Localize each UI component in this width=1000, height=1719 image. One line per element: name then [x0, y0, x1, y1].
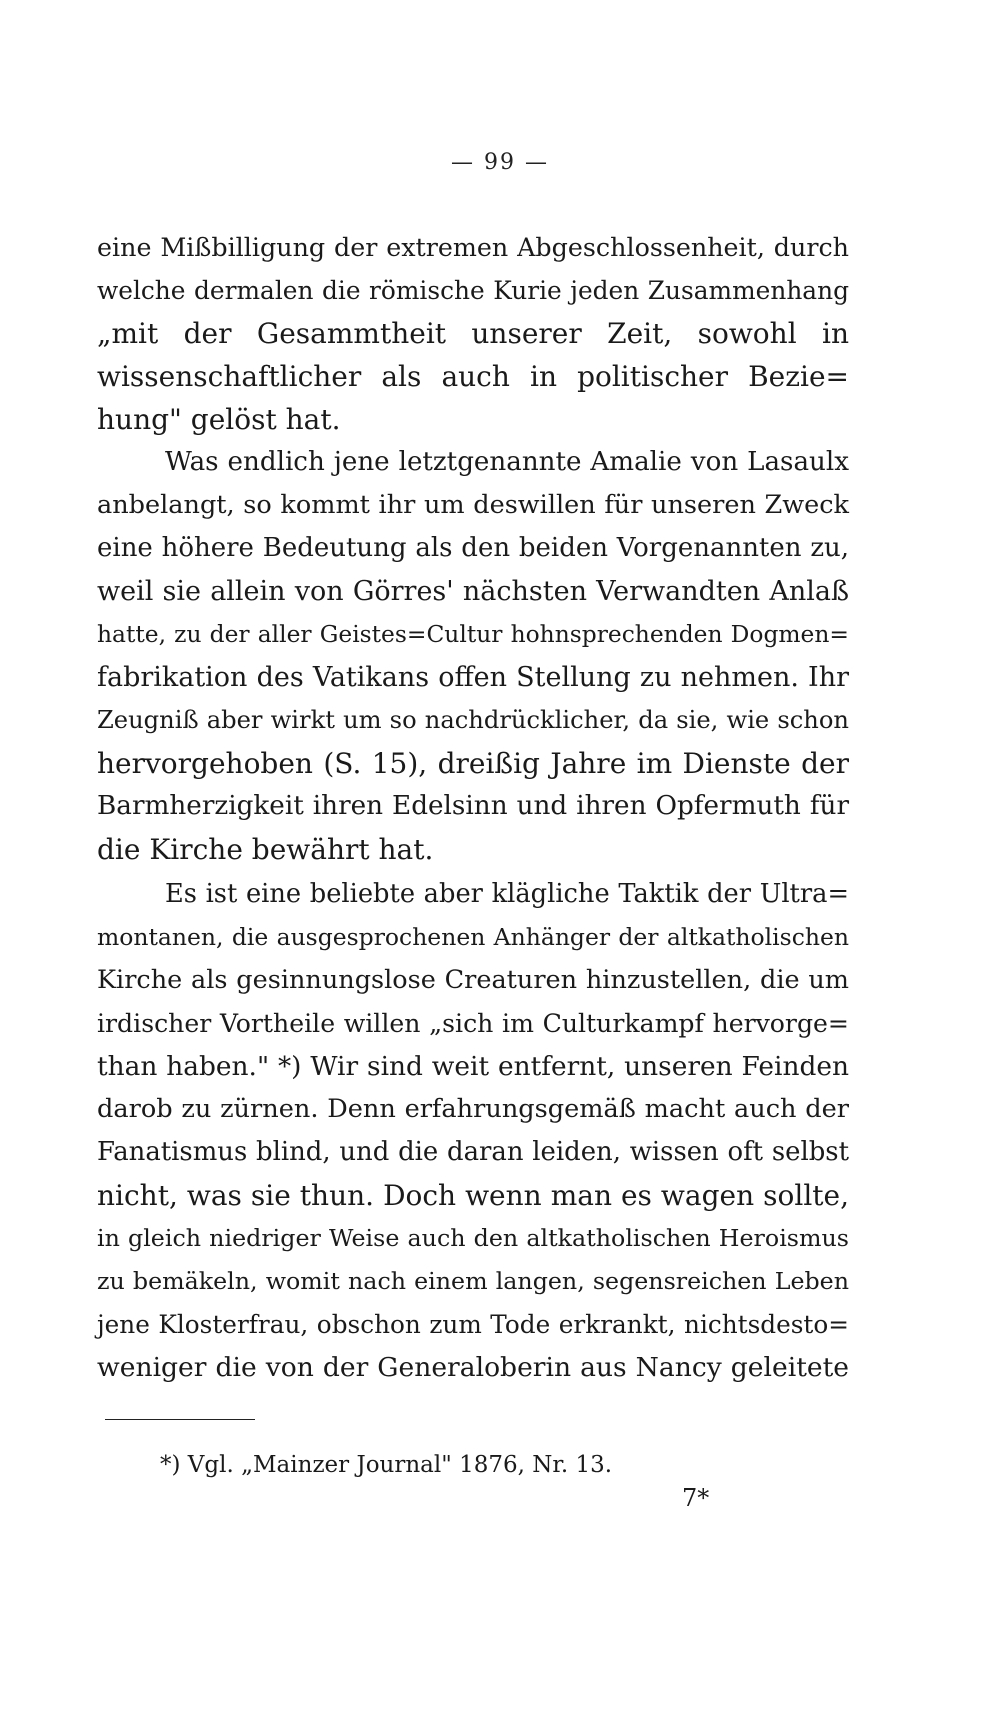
text-line: hervorgehoben (S. 15), dreißig Jahre im Dienste der [97, 747, 849, 780]
text-line: montanen, die ausgesprochenen Anhänger der altkatholischen [97, 923, 849, 951]
text-line: Zeugniß aber wirkt um so nachdrücklicher, da sie, wie schon [97, 706, 849, 734]
text-line: die Kirche bewährt hat. [97, 833, 434, 866]
text-line: zu bemäkeln, womit nach einem langen, segensreichen Leben [97, 1267, 849, 1295]
text-line: fabrikation des Vatikans offen Stellung zu nehmen. Ihr [97, 662, 849, 693]
text-line: eine höhere Bedeutung als den beiden Vorgenannten zu, [97, 533, 849, 563]
text-line: weil sie allein von Görres' nächsten Verwandten Anlaß [97, 576, 849, 607]
text-line: hung" gelöst hat. [97, 403, 341, 436]
text-line: Barmherzigkeit ihren Edelsinn und ihren Opfermuth für [97, 791, 849, 821]
text-line: than haben." *) Wir sind weit entfernt, unseren Feinden [97, 1051, 849, 1082]
page-number-header: — 99 — [451, 150, 549, 175]
text-line: irdischer Vortheile willen „sich im Culturkampf hervorge= [97, 1009, 849, 1038]
text-line: Fanatismus blind, und die daran leiden, wissen oft selbst [97, 1137, 849, 1167]
footnote-rule [105, 1419, 255, 1420]
paragraph-1 [97, 226, 849, 441]
text-line: welche dermalen die römische Kurie jeden Zusammenhang [97, 276, 849, 305]
paragraph-3 [97, 873, 849, 1389]
text-line: jene Klosterfrau, obschon zum Tode erkrankt, nichtsdesto= [97, 1310, 849, 1339]
paragraph-2 [97, 441, 849, 871]
text-line: anbelangt, so kommt ihr um deswillen für unseren Zweck [97, 490, 849, 520]
text-line: nicht, was sie thun. Doch wenn man es wagen sollte, [97, 1179, 849, 1212]
text-line: wissenschaftlicher als auch in politischer Bezie= [97, 360, 849, 393]
signature-mark: 7* [682, 1484, 710, 1512]
text-line: „mit der Gesammtheit unserer Zeit, sowohl in [97, 317, 849, 350]
text-line: Es ist eine beliebte aber klägliche Taktik der Ultra= [165, 879, 849, 909]
text-line: in gleich niedriger Weise auch den altkatholischen Heroismus [97, 1224, 849, 1252]
text-line: Kirche als gesinnungslose Creaturen hinzustellen, die um [97, 965, 849, 995]
text-line: Was endlich jene letztgenannte Amalie von Lasaulx [165, 447, 849, 477]
text-line: hatte, zu der aller Geistes=Cultur hohnsprechenden Dogmen= [97, 620, 849, 648]
text-line: weniger die von der Generaloberin aus Nancy geleitete [97, 1352, 849, 1383]
text-line: eine Mißbilligung der extremen Abgeschlossenheit, durch [97, 232, 849, 262]
footnote: *) Vgl. „Mainzer Journal" 1876, Nr. 13. [160, 1452, 613, 1478]
text-line: darob zu zürnen. Denn erfahrungsgemäß macht auch der [97, 1094, 849, 1124]
